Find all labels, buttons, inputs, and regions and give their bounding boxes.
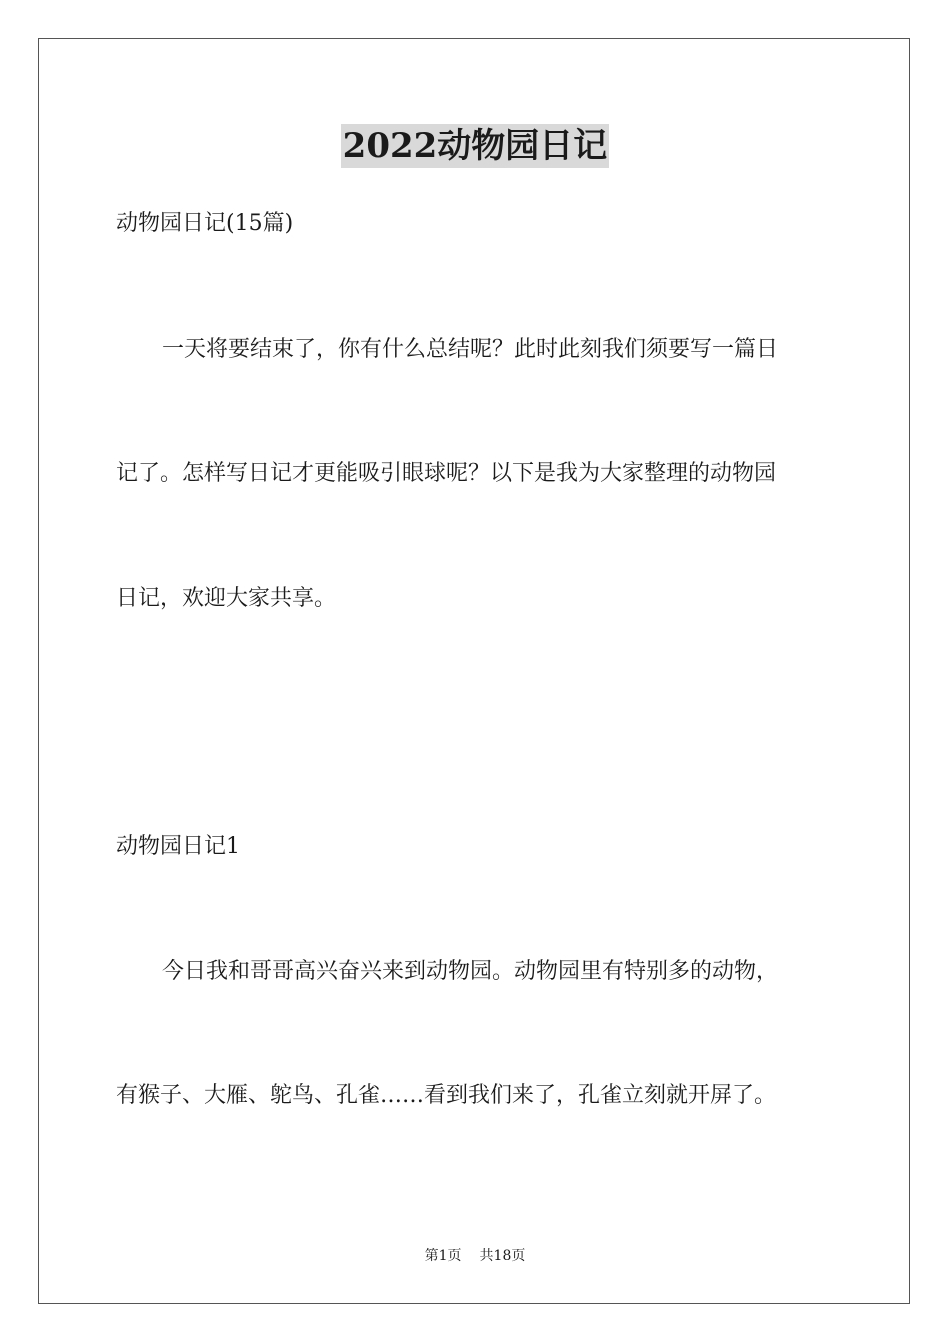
body-line-1: 今日我和哥哥高兴奋兴来到动物园。动物园里有特别多的动物， [162, 959, 779, 984]
section-heading: 动物园日记1 [116, 834, 240, 859]
intro-line-3: 日记，欢迎大家共享。 [116, 586, 337, 611]
intro-line-2: 记了。怎样写日记才更能吸引眼球呢？以下是我为大家整理的动物园 [116, 461, 777, 486]
document-title: 2022动物园日记 [342, 126, 608, 166]
intro-line-1: 一天将要结束了，你有什么总结呢？此时此刻我们须要写一篇日 [162, 337, 779, 362]
page-total: 共18页 [479, 1248, 526, 1264]
body-line-2: 有猴子、大雁、鸵鸟、孔雀……看到我们来了，孔雀立刻就开屏了。 [116, 1083, 777, 1108]
page-number: 第1页 [424, 1248, 462, 1264]
page-footer [0, 1246, 950, 1266]
document-subtitle: 动物园日记(15篇) [116, 211, 294, 236]
title-container [0, 124, 950, 168]
